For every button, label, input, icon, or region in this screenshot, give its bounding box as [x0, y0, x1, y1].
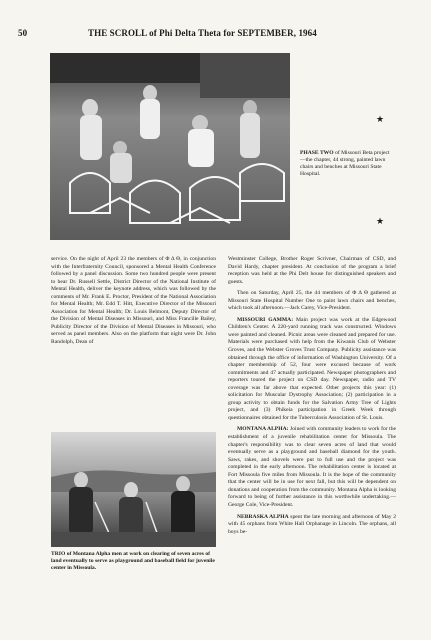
- chapter-report-text: Main project was work at the Edgewood Children's Center. A 220-yard running track was constructed. Windows were painted and cleaned. Picnic areas were cleaned and prepared for use. Materials were purchased with help from the Kiwanis Club of Webster Groves, and the Webster Groves Trust Company. Publicity assistance was obtained through the office of information of Washington University. Of a chapter membership of 52, four were excused because of work commitments and 47 actually participated. Newspaper photographers and reporters toured the project on CSD day. Newspaper, radio and TV coverage was far above that expected. Other projects this year: (1) solicitation for Muscular Dystrophy Association; (2) participation in a group activity to obtain funds for the Salvation Army Tree of Lights project, and (3) Phikeia participation in Greek Week through questionnaires obtained for the Tuberculosis Association of St. Louis.: [228, 316, 396, 421]
- running-header: [18, 28, 413, 42]
- photo-caption-phase-two: [300, 150, 392, 178]
- photo-painting-chairs: [50, 53, 290, 240]
- decorative-star-icon: ★: [376, 216, 385, 226]
- chapter-name: MISSOURI GAMMA:: [237, 316, 294, 323]
- running-title: THE SCROLL of Phi Delta Theta for SEPTEMBER, 1964: [88, 28, 317, 38]
- page-number: 50: [18, 28, 28, 38]
- chapter-report-montana-alpha: [228, 426, 396, 509]
- chapter-name: MONTANA ALPHA:: [237, 426, 289, 433]
- chapter-name: NEBRASKA ALPHA: [237, 513, 289, 520]
- right-column: [228, 256, 396, 540]
- body-paragraph: service. On the night of April 23 the members of Φ Δ Θ, in conjunction with the Interfraternity Council, sponsored a Mental Health Conference followed by a panel discussion. Some two hundred people were present to hear Dr. Russell Settle, District Director of the National Institute of Mental Health, deliver the keynote address, which was followed by the comments of Mr. Frank E. Proctor, President of the National Association for Mental Health; Mr. Edd T. Hitt, Executive Director of the Missouri Association for Mental Health; Dr. Louis Belmont, Deputy Director of the Division of Mental Diseases in Missouri, and Miss Francille Bailey, Publicity Director of the Division of Mental Diseases in Missouri, who served as panel members. Also on the platform that night were Dr. John Randolph, Dean of: [51, 256, 216, 346]
- decorative-star-icon: ★: [376, 114, 385, 124]
- caption-text: of Missouri Beta project—the chapter, 44 strong, painted lawn chairs and benches at Missouri State Hospital.: [300, 150, 390, 178]
- chapter-report-text: spent the late morning and afternoon of May 2 with 45 orphans from White Hall Orphanage in Lincoln. The orphans, all boys be-: [228, 513, 396, 535]
- chapter-report-nebraska-alpha: [228, 514, 396, 537]
- body-paragraph: Westminster College, Brother Roger Scrivner, Chairman of CSD, and David Hardy, chapter president. At conclusion of the program a brief reception was held at the Phi Delt house for distinguished speakers and guests.: [228, 256, 396, 285]
- left-column: [51, 256, 216, 351]
- caption-lead: PHASE TWO: [300, 150, 334, 156]
- photo-montana-trio: [51, 432, 216, 547]
- chapter-report-text: Joined with community leaders to work for the establishment of a juvenile rehabilitation center for Missoula. The chapter's responsibility was to clear seven acres of land that would eventually serve as a playground and baseball diamond for the youth. Saws, rakes, and shovels were put to full use and the project was completed in the early afternoon. The rehabilitation center is located at Fort Missoula five miles from Missoula. It is the hope of the community that the center will be in use for next fall, but this will be dependent on donations and cooperation from the community. Montana Alpha is looking forward to being of further assistance in this worthwhile undertaking.—George Cole, Vice-President.: [228, 426, 396, 508]
- body-paragraph: Then on Saturday, April 25, the 44 members of Φ Δ Θ gathered at Missouri State Hospital Number One to paint lawn chairs and benches, which took all afternoon.—Jack Carey, Vice-President.: [228, 290, 396, 312]
- photo-painting-chairs-image: [50, 53, 290, 240]
- photo-caption-trio: TRIO of Montana Alpha men at work on clearing of seven acres of land eventually to serve as playground and baseball field for juvenile center in Missoula.: [51, 551, 215, 572]
- chapter-report-missouri-gamma: [228, 317, 396, 423]
- photo-montana-trio-image: [51, 432, 216, 547]
